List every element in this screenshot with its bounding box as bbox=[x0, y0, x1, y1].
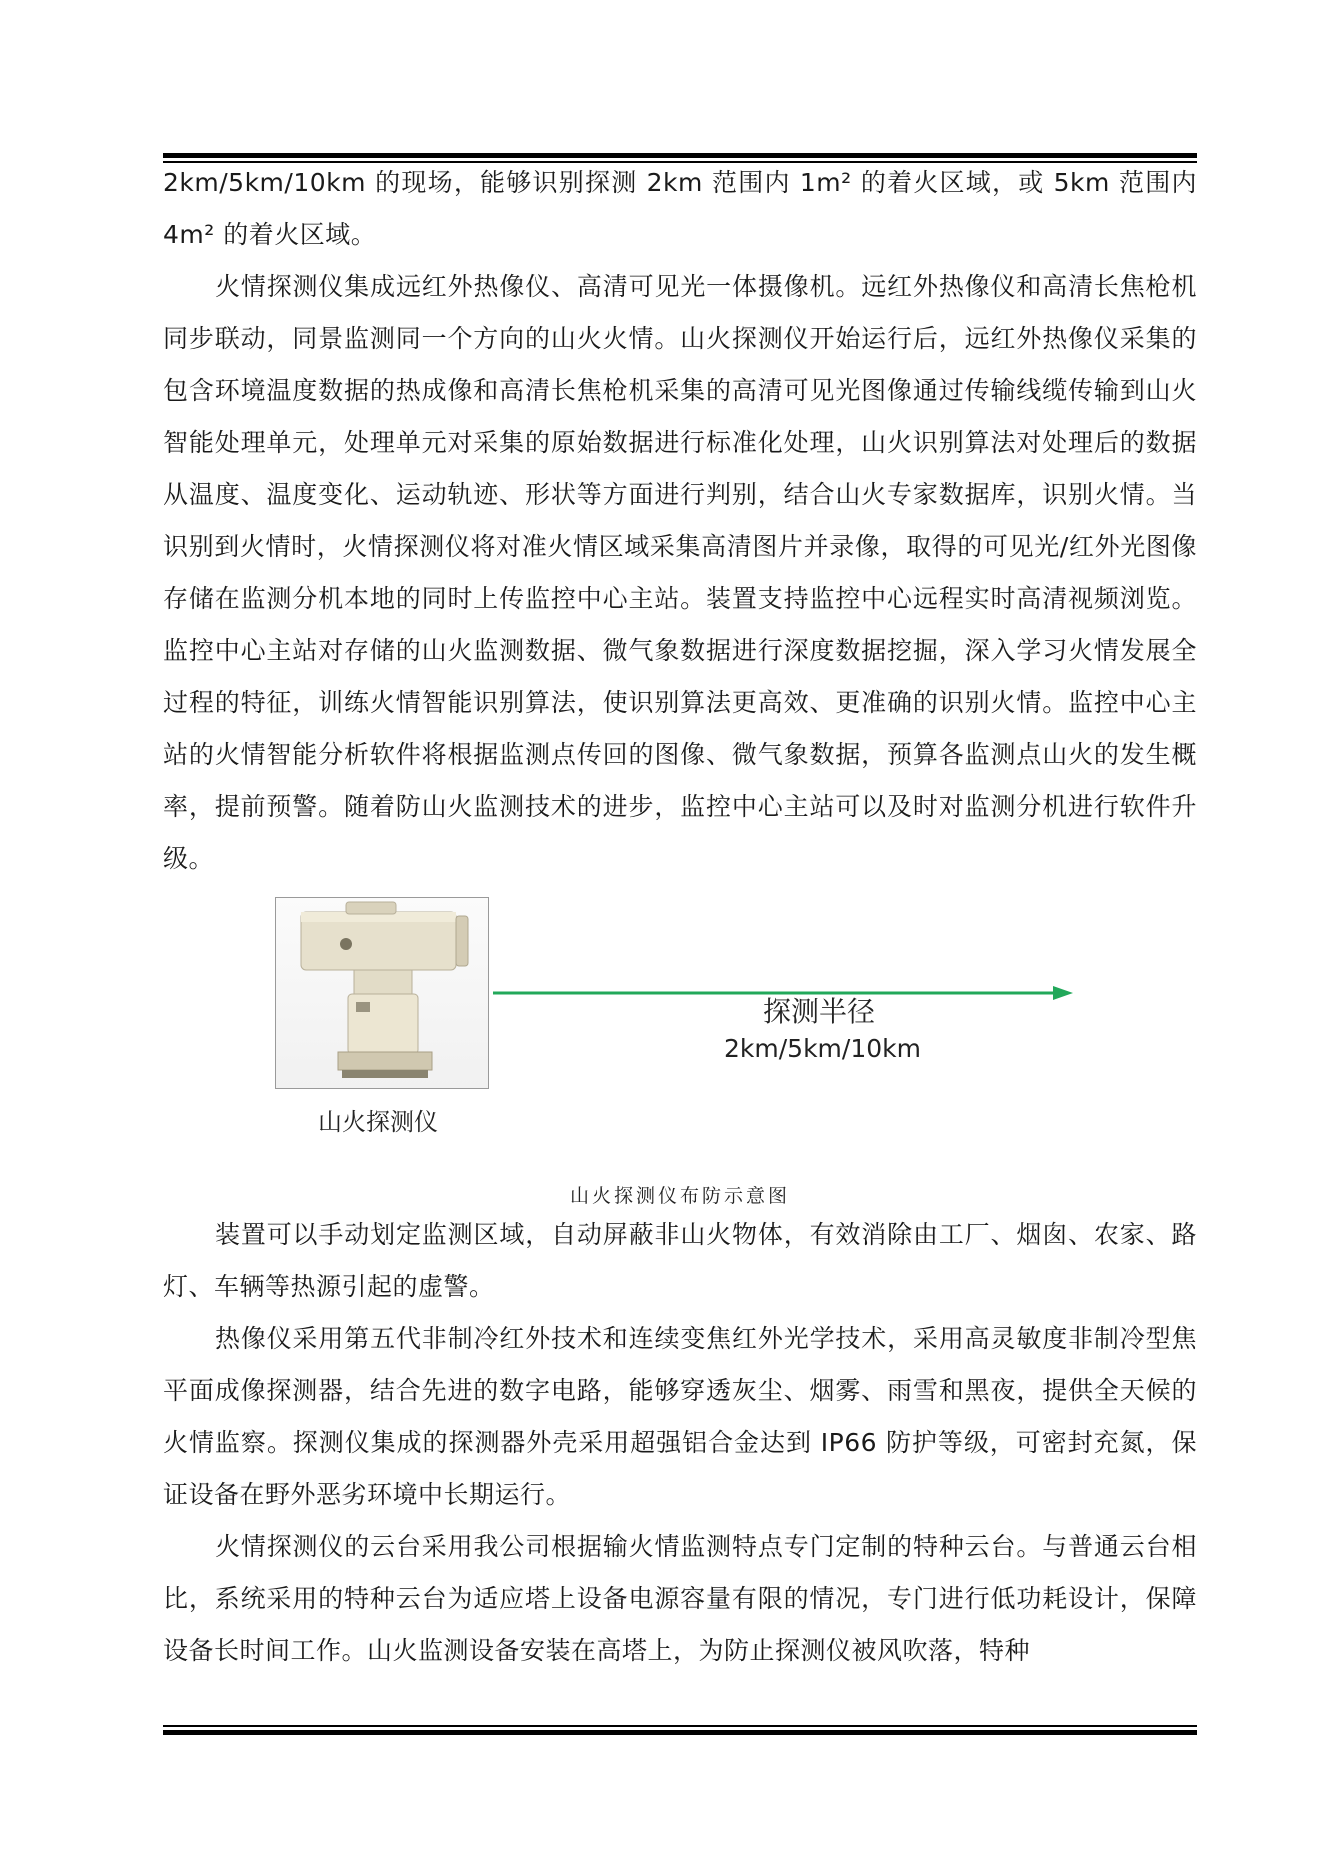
deployment-diagram bbox=[163, 895, 1197, 1145]
paragraph-continuation: 2km/5km/10km 的现场，能够识别探测 2km 范围内 1m² 的着火区域，或 5km 范围内 4m² 的着火区域。 bbox=[163, 168, 1197, 249]
radius-value: 2km/5km/10km bbox=[724, 1034, 921, 1063]
fire-detector-camera-icon bbox=[275, 897, 489, 1089]
footer-rule-thick bbox=[163, 1730, 1197, 1735]
device-label: 山火探测仪 bbox=[318, 1108, 438, 1136]
radius-title: 探测半径 bbox=[763, 995, 876, 1028]
footer-rule bbox=[163, 1725, 1197, 1735]
paragraph-pan-tilt: 火情探测仪的云台采用我公司根据输火情监测特点专门定制的特种云台。与普通云台相比，系统采用的特种云台为适应塔上设备电源容量有限的情况，专门进行低功耗设计，保障设备长时间工作。山火监测设备安装在高塔上，为防止探测仪被风吹落，特种 bbox=[163, 1532, 1197, 1665]
body-text-top bbox=[163, 157, 1197, 885]
paragraph-detector-overview: 火情探测仪集成远红外热像仪、高清可见光一体摄像机。远红外热像仪和高清长焦枪机同步联动，同景监测同一个方向的山火火情。山火探测仪开始运行后，远红外热像仪采集的包含环境温度数据的热成像和高清长焦枪机采集的高清可见光图像通过传输线缆传输到山火智能处理单元，处理单元对采集的原始数据进行标准化处理，山火识别算法对处理后的数据从温度、温度变化、运动轨迹、形状等方面进行判别，结合山火专家数据库，识别火情。当识别到火情时，火情探测仪将对准火情区域采集高清图片并录像，取得的可见光/红外光图像存储在监测分机本地的同时上传监控中心主站。装置支持监控中心远程实时高清视频浏览。监控中心主站对存储的山火监测数据、微气象数据进行深度数据挖掘，深入学习火情发展全过程的特征，训练火情智能识别算法，使识别算法更高效、更准确的识别火情。监控中心主站的火情智能分析软件将根据监测点传回的图像、微气象数据，预算各监测点山火的发生概率，提前预警。随着防山火监测技术的进步，监控中心主站可以及时对监测分机进行软件升级。 bbox=[163, 272, 1197, 873]
paragraph-thermal-imager: 热像仪采用第五代非制冷红外技术和连续变焦红外光学技术，采用高灵敏度非制冷型焦平面成像探测器，结合先进的数字电路，能够穿透灰尘、烟雾、雨雪和黑夜，提供全天候的火情监察。探测仪集成的探测器外壳采用超强铝合金达到 IP66 防护等级，可密封充氮，保证设备在野外恶劣环境中长期运行。 bbox=[163, 1324, 1197, 1509]
footer-rule-thin bbox=[163, 1725, 1197, 1727]
paragraph-false-alarm: 装置可以手动划定监测区域，自动屏蔽非山火物体，有效消除由工厂、烟囱、农家、路灯、车辆等热源引起的虚警。 bbox=[163, 1220, 1197, 1301]
body-text-bottom bbox=[163, 1209, 1197, 1677]
figure-caption: 山火探测仪布防示意图 bbox=[569, 1185, 790, 1207]
